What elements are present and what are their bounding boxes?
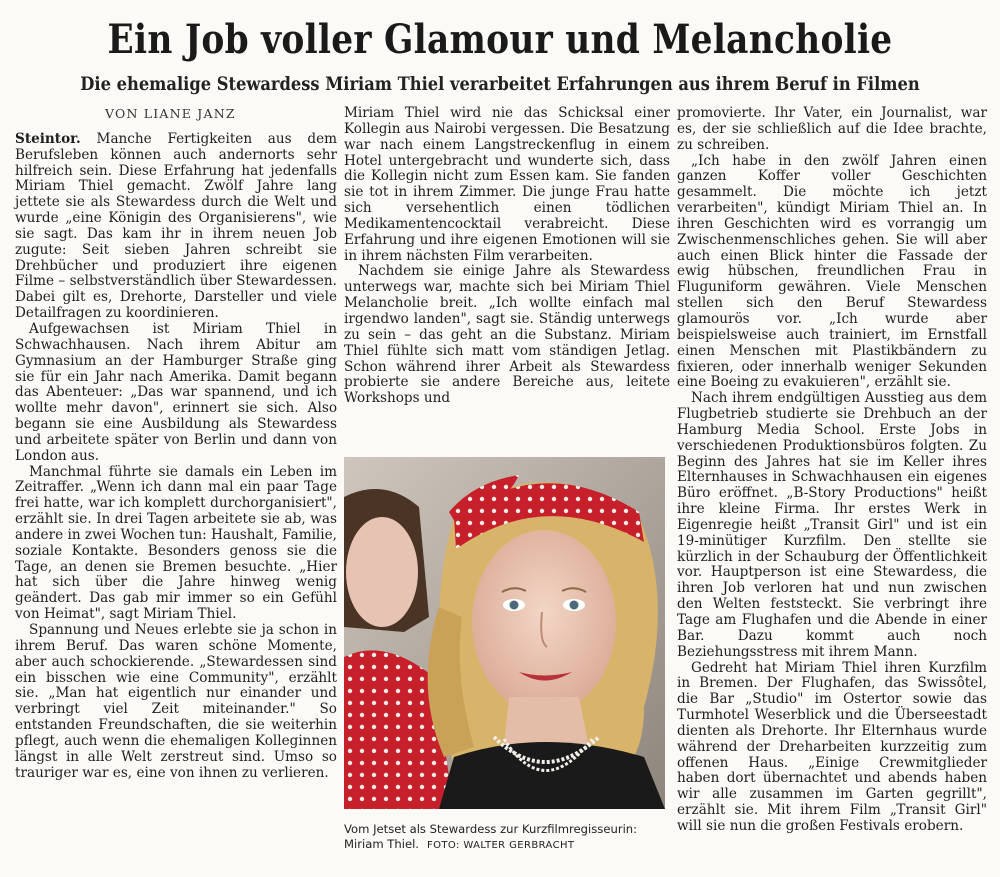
byline: VON LIANE JANZ [105,106,236,121]
dateline: Steintor. [15,130,81,147]
paragraph: Aufgewachsen ist Miriam Thiel in Schwachhausen. Nach ihrem Abitur am Gymnasium an der Hamburger Straße ging sie für ein Jahr nach Amerika. Damit begann das Abenteuer: „Das war spannend, und ich wollte mehr davon", erinnert sie sich. Also begann sie eine Ausbildung als Stewardess und arbeitete später von Berlin und dann von London aus. [15,320,337,464]
paragraph: promovierte. Ihr Vater, ein Journalist, war es, der sie schließlich auf die Idee brachte, zu schreiben. [677,105,987,153]
paragraph: Gedreht hat Miriam Thiel ihren Kurzfilm in Bremen. Der Flughafen, das Swissôtel, die Bar „Studio" im Ostertor sowie das Turmhotel Weserblick und die Überseestadt dienten als Drehorte. Ihr Elternhaus wurde während der Dreharbeiten kurzzeitig zum offenen Haus. „Einige Crewmitglieder haben dort übernachtet und abends haben wir alle zusammen im Garten gegrillt", erzählt sie. Mit ihrem Film „Transit Girl" will sie nun die großen Festivals erobern. [677,659,987,834]
paragraph-text: Manche Fertigkeiten aus dem Berufsleben können auch andernorts sehr hilfreich sein. Diese Erfahrung hat jedenfalls Miriam Thiel gemacht. Zwölf Jahre lang jettete sie als Stewardess durch die Welt und wurde „eine Königin des Organisierens", wie sie sagt. Das kam ihr in ihrem neuen Job zugute: Seit sieben Jahren schreibt sie Drehbücher und produziert ihre eigenen Filme – selbstverständlich über Stewardessen. Dabei gilt es, Drehorte, Darsteller und viele Detailfragen zu koordinieren. [15,130,338,322]
paragraph: Nachdem sie einige Jahre als Stewardess unterwegs war, machte sich bei Miriam Thiel Melancholie breit. „Ich wollte einfach mal irgendwo landen", sagt sie. Ständig unterwegs zu sein – das geht an die Substanz. Miriam Thiel fühlte sich matt vom ständigen Jetlag. Schon während ihrer Arbeit als Stewardess probierte sie andere Bereiche aus, leitete Workshops und [344,263,670,407]
photo-credit: FOTO: WALTER GERBRACHT [427,840,575,851]
article-photo [344,457,665,809]
subheadline: Die ehemalige Stewardess Miriam Thiel verarbeitet Erfahrungen aus ihrem Beruf in Filmen [80,74,920,95]
headline: Ein Job voller Glamour und Melancholie [107,16,893,63]
paragraph: Spannung und Neues erlebte sie ja schon in ihrem Beruf. Das waren schöne Momente, aber auch schockierende. „Stewardessen sind ein bisschen wie eine Community", erzählt sie. „Man hat eigentlich nur einander und verbringt viel Zeit miteinander." So entstanden Freundschaften, die sie weiterhin pflegt, auch wenn die ehemaligen Kolleginnen längst in alle Welt zerstreut sind. Umso so trauriger war es, eine von ihnen zu verlieren. [15,622,337,781]
paragraph: Nach ihrem endgültigen Ausstieg aus dem Flugbetrieb studierte sie Drehbuch an der Hamburg Media School. Erste Jobs in verschiedenen Produktionsbüros folgten. Zu Beginn des Jahres hat sie im Keller ihres Elternhauses in Schwachhausen ein eigenes Büro eröffnet. „B-Story Productions" heißt ihre kleine Firma. Ihr erstes Werk in Eigenregie heißt „Transit Girl" und ist ein 19-minütiger Kurzfilm. Den stellte sie kürzlich in der Schauburg der Öffentlichkeit vor. Hauptperson ist eine Stewardess, die ihren Job verloren hat und nun zwischen den Welten feststeckt. Sie verbringt ihre Tage am Flughafen und die Abende in einer Bar. Dazu kommt auch noch Beziehungsstress mit ihrem Mann. [677,390,987,660]
paragraph: „Ich habe in den zwölf Jahren einen ganzen Koffer voller Geschichten gesammelt. Die möchte ich jetzt verarbeiten", kündigt Miriam Thiel an. In ihren Geschichten wird es vorrangig um Zwischenmenschliches gehen. Sie will aber auch einen Blick hinter die Fassade der ewig hübschen, freundlichen Frau in Fluguniform gewähren. Viele Menschen stellen sich den Beruf Stewardess glamourös vor. „Ich wurde aber beispielsweise auch trainiert, im Ernstfall einen Menschen mit Plastikbändern zu fixieren, oder innerhalb weniger Sekunden eine Boeing zu evakuieren", erzählt sie. [677,152,987,391]
column-2 [344,106,670,407]
column-1 [15,106,337,781]
column-3 [677,106,987,835]
paragraph [15,132,337,322]
photo-caption [344,822,670,853]
portrait-illustration [344,457,665,809]
paragraph: Manchmal führte sie damals ein Leben im Zeitraffer. „Wenn ich dann mal ein paar Tage frei hatte, war ich komplett durchorganisiert", erzählt sie. In drei Tagen arbeitete sie ab, was andere in zwei Wochen tun: Haushalt, Familie, soziale Kontakte. Besonders genoss sie die Tage, an denen sie Bremen besuchte. „Hier hat sich über die Jahre hinweg wenig geändert. Das gab mir immer so ein Gefühl von Heimat", sagt Miriam Thiel. [15,463,337,623]
caption-text: Vom Jetset als Stewardess zur Kurzfilmregisseurin: Miriam Thiel. [344,822,638,851]
paragraph: Miriam Thiel wird nie das Schicksal einer Kollegin aus Nairobi vergessen. Die Besatzung war nach einem Langstreckenflug in einem Hotel untergebracht und wunderte sich, dass die Kollegin nicht zum Essen kam. Sie fanden sie tot in ihrem Zimmer. Die junge Frau hatte sich versehentlich einen tödlichen Medikamentencocktail verabreicht. Diese Erfahrung und ihre eigenen Emotionen will sie in ihrem nächsten Film verarbeiten. [344,105,670,264]
